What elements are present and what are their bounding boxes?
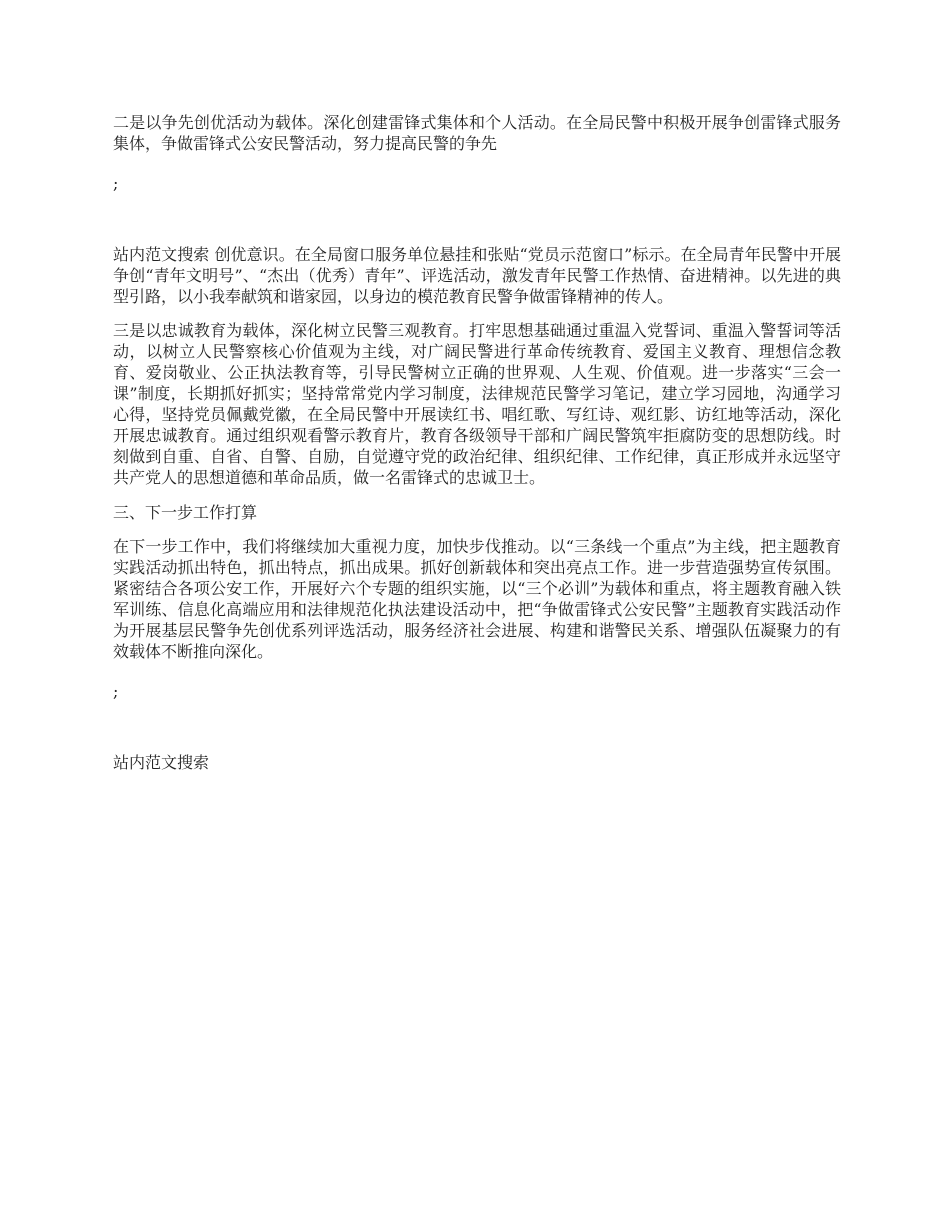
separator-1: ;	[113, 174, 119, 193]
paragraph-3: 三是以忠诚教育为载体，深化树立民警三观教育。打牢思想基础通过重温入党誓词、重温入警誓词等活动，以树立人民警察核心价值观为主线，对广阔民警进行革命传统教育、爱国主义教育、理想信念教育、爱岗敬业、公正执法教育等，引导民警树立正确的世界观、人生观、价值观。进一步落实“三会一课”制度，长期抓好抓实；坚持常常党内学习制度，法律规范民警学习笔记，建立学习园地，沟通学习心得，坚持党员佩戴党徽，在全局民警中开展读红书、唱红歌、写红诗、观红影、访红地等活动，深化开展忠诚教育。通过组织观看警示教育片，教育各级领导干部和广阔民警筑牢拒腐防变的思想防线。时刻做到自重、自省、自警、自励，自觉遵守党的政治纪律、组织纪律、工作纪律，真正形成并永远坚守共产党人的思想道德和革命品质，做一名雷锋式的忠诚卫士。	[113, 321, 841, 487]
paragraph-4: 在下一步工作中，我们将继续加大重视力度，加快步伐推动。以“三条线一个重点”为主线，把主题教育实践活动抓出特色，抓出特点，抓出成果。抓好创新载体和突出亮点工作。进一步营造强势宣传氛围。紧密结合各项公安工作，开展好六个专题的组织实施，以“三个必训”为载体和重点，将主题教育融入铁军训练、信息化高端应用和法律规范化执法建设活动中，把“争做雷锋式公安民警”主题教育实践活动作为开展基层民警争先创优系列评选活动，服务经济社会进展、构建和谐警民关系、增强队伍凝聚力的有效载体不断推向深化。	[113, 537, 841, 661]
separator-2: ;	[113, 682, 119, 701]
paragraph-2: 站内范文搜索 创优意识。在全局窗口服务单位悬挂和张贴“党员示范窗口”标示。在全局青年民警中开展争创“青年文明号”、“杰出（优秀）青年”、评选活动，激发青年民警工作热情、奋进精神。以先进的典型引路，以小我奉献筑和谐家园，以身边的模范教育民警争做雷锋精神的传人。	[113, 245, 841, 306]
paragraph-1: 二是以争先创优活动为载体。深化创建雷锋式集体和个人活动。在全局民警中积极开展争创雷锋式服务集体，争做雷锋式公安民警活动，努力提高民警的争先	[113, 113, 841, 153]
document-body	[113, 112, 841, 773]
site-search-link[interactable]: 站内范文搜索	[113, 753, 210, 772]
section-heading: 三、下一步工作打算	[113, 503, 258, 522]
